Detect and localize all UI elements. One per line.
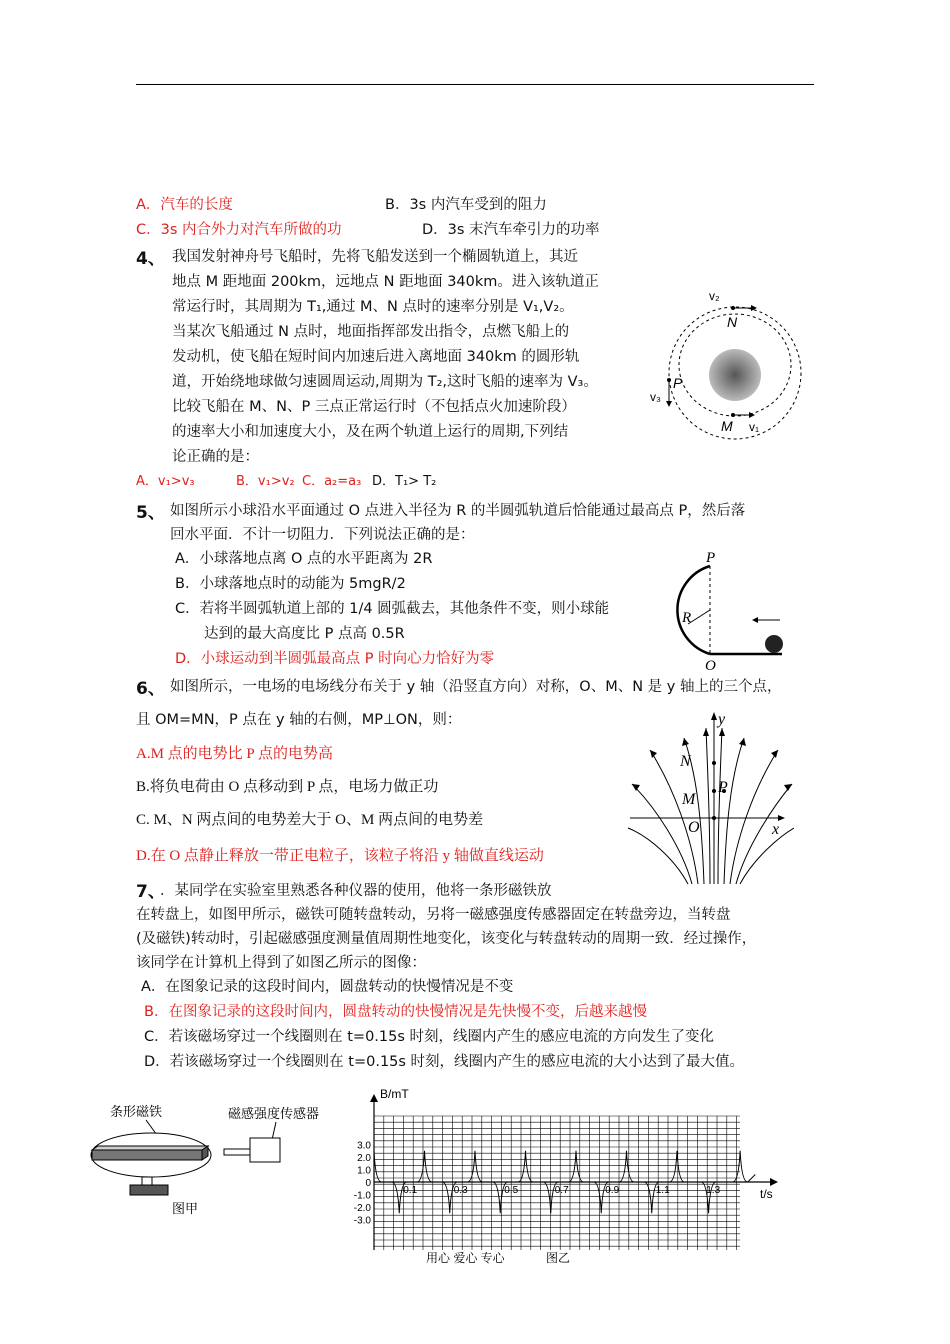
q7-line4: 该同学在计算机上得到了如图乙所示的图像： bbox=[136, 955, 426, 971]
q4-option-c: C．a₂=a₃ bbox=[302, 474, 362, 489]
q5-line1: 如图所示小球沿水平面通过 O 点进入半径为 R 的半圆弧轨道后恰能通过最高点 P，然后落 bbox=[170, 503, 746, 519]
q6-number: 6、 bbox=[136, 679, 165, 699]
y-tick-label: 1.0 bbox=[357, 1165, 371, 1177]
y-axis-label: B/mT bbox=[380, 1087, 409, 1101]
q7-option-c: C．若该磁场穿过一个线圈则在 t=0.15s 时刻，线圈内产生的感应电流的方向发生了变化 bbox=[144, 1029, 715, 1045]
q5-number: 5、 bbox=[136, 503, 165, 523]
label-y: y bbox=[718, 711, 726, 728]
orbit-diagram bbox=[645, 285, 805, 450]
q4-line: 道，开始绕地球做匀速圆周运动,周期为 T₂,这时飞船的速率为 V₃。 bbox=[172, 374, 598, 390]
label-m: M bbox=[721, 418, 733, 434]
q5-line2: 回水平面．不计一切阻力．下列说法正确的是： bbox=[170, 527, 475, 543]
q4-line: 当某次飞船通过 N 点时，地面指挥部发出指令，点燃飞船上的 bbox=[172, 324, 570, 340]
electric-field-diagram bbox=[622, 708, 794, 886]
q5-option-d: D．小球运动到半圆弧最高点 P 时向心力恰好为零 bbox=[175, 651, 495, 667]
y-tick-label: 0 bbox=[365, 1178, 371, 1189]
q5-option-c-cont: 达到的最大高度比 P 点高 0.5R bbox=[204, 626, 405, 642]
label-o: O bbox=[688, 819, 700, 836]
label-p: P bbox=[673, 375, 683, 391]
x-tick-label: 0.9 bbox=[605, 1185, 620, 1196]
label-r: R bbox=[682, 610, 692, 626]
b-field-series bbox=[374, 1151, 755, 1214]
x-tick-label: 1.3 bbox=[706, 1185, 721, 1196]
magnetic-field-chart bbox=[340, 1082, 800, 1272]
y-tick-label: 2.0 bbox=[357, 1153, 371, 1164]
label-v1: v₁ bbox=[749, 420, 760, 434]
x-tick-label: 0.5 bbox=[504, 1185, 519, 1196]
x-axis-label: t/s bbox=[760, 1187, 773, 1201]
q4-line: 发动机，使飞船在短时间内加速后进入离地面 340km 的圆形轨 bbox=[172, 349, 580, 365]
turntable-base bbox=[130, 1185, 168, 1195]
x-tick-label: 0.7 bbox=[554, 1185, 569, 1196]
turntable-diagram bbox=[86, 1100, 346, 1220]
q7-line3: (及磁铁)转动时，引起磁感强度测量值周期性地变化，该变化与转盘转动的周期一致．经过操作， bbox=[136, 931, 757, 947]
q3-option-d: D．3s 末汽车牵引力的功率 bbox=[422, 222, 600, 238]
label-o: O bbox=[705, 658, 716, 674]
q5-option-c: C．若将半圆弧轨道上部的 1/4 圆弧截去，其他条件不变，则小球能 bbox=[175, 601, 610, 617]
q4-option-a: A．v₁>v₃ bbox=[136, 474, 195, 489]
q6-option-b: B.将负电荷由 O 点移动到 P 点，电场力做正功 bbox=[136, 779, 439, 795]
q6-option-c: C. M、N 两点间的电势差大于 O、M 两点间的电势差 bbox=[136, 812, 484, 828]
y-tick-labels bbox=[354, 1141, 372, 1227]
x-tick-label: 0.1 bbox=[403, 1185, 418, 1196]
q4-option-b: B．v₁>v₂ bbox=[236, 474, 295, 489]
q4-option-d: D．T₁> T₂ bbox=[372, 474, 437, 489]
label-v2: v₂ bbox=[709, 289, 720, 303]
sensor bbox=[250, 1138, 280, 1162]
q4-line: 的速率大小和加速度大小，及在两个轨道上运行的周期,下列结 bbox=[172, 424, 569, 440]
y-tick-label: -3.0 bbox=[353, 1215, 371, 1227]
q7-line1: ．某同学在实验室里熟悉各种仪器的使用，他将一条形磁铁放 bbox=[160, 883, 552, 899]
q7-line2: 在转盘上，如图甲所示，磁铁可随转盘转动，另将一磁感强度传感器固定在转盘旁边，当转盘 bbox=[136, 907, 731, 923]
q6-option-d: D.在 O 点静止释放一带正电粒子，该粒子将沿 y 轴做直线运动 bbox=[136, 848, 544, 864]
q4-line: 论正确的是： bbox=[172, 449, 259, 465]
q3-option-a: A．汽车的长度 bbox=[136, 197, 233, 213]
chart-grid bbox=[374, 1116, 740, 1250]
earth bbox=[709, 349, 761, 401]
x-tick-label: 1.1 bbox=[655, 1185, 670, 1196]
figure-b-caption: 图乙 bbox=[546, 1251, 571, 1265]
label-m: M bbox=[682, 791, 696, 808]
q4-line: 我国发射神舟号飞船时，先将飞船发送到一个椭圆轨道上，其近 bbox=[172, 249, 578, 265]
q6-option-a: A.M 点的电势比 P 点的电势高 bbox=[136, 746, 333, 762]
magnet-label: 条形磁铁 bbox=[110, 1104, 163, 1119]
label-v3: v₃ bbox=[650, 390, 661, 404]
q6-line1: 如图所示，一电场的电场线分布关于 y 轴（沿竖直方向）对称，O、M、N 是 y 轴上的三个点， bbox=[170, 679, 782, 695]
q7-option-d: D．若该磁场穿过一个线圈则在 t=0.15s 时刻，线圈内产生的感应电流的大小达到了最大值。 bbox=[144, 1054, 745, 1070]
q7-number: 7、 bbox=[136, 882, 165, 902]
ball bbox=[765, 635, 783, 653]
q6-line2: 且 OM=MN，P 点在 y 轴的右侧，MP⊥ON，则： bbox=[136, 712, 462, 728]
q4-number: 4、 bbox=[136, 249, 165, 269]
figure-a-caption: 图甲 bbox=[172, 1201, 199, 1216]
header-rule bbox=[136, 84, 814, 85]
label-n: N bbox=[727, 314, 738, 330]
q4-line: 比较飞船在 M、N、P 三点正常运行时（不包括点火加速阶段） bbox=[172, 399, 576, 415]
footer-text: 用心 爱心 专心 bbox=[426, 1251, 505, 1265]
y-tick-label: 3.0 bbox=[357, 1140, 371, 1152]
label-x: x bbox=[772, 821, 780, 838]
q3-option-b: B．3s 内汽车受到的阻力 bbox=[385, 197, 547, 213]
label-p: P bbox=[718, 779, 728, 796]
q4-line: 地点 M 距地面 200km，远地点 N 距地面 340km。进入该轨道正 bbox=[172, 274, 599, 290]
x-tick-label: 0.3 bbox=[453, 1185, 468, 1196]
label-p: P bbox=[706, 550, 716, 566]
y-tick-label: -2.0 bbox=[353, 1203, 371, 1214]
bar-magnet bbox=[92, 1150, 202, 1160]
y-tick-label: -1.0 bbox=[353, 1190, 371, 1202]
semicircle-track-diagram bbox=[650, 548, 790, 680]
q7-option-a: A．在图象记录的这段时间内，圆盘转动的快慢情况是不变 bbox=[141, 979, 514, 995]
q7-option-b: B．在图象记录的这段时间内，圆盘转动的快慢情况是先快慢不变，后越来越慢 bbox=[144, 1004, 647, 1020]
q3-option-c: C．3s 内合外力对汽车所做的功 bbox=[136, 222, 342, 238]
q5-option-a: A．小球落地点离 O 点的水平距离为 2R bbox=[175, 551, 433, 567]
q5-option-b: B．小球落地点时的动能为 5mgR/2 bbox=[175, 576, 406, 592]
q4-line: 常运行时，其周期为 T₁,通过 M、N 点时的速率分别是 V₁,V₂。 bbox=[172, 299, 574, 315]
label-n: N bbox=[680, 753, 691, 770]
sensor-label: 磁感强度传感器 bbox=[228, 1106, 320, 1121]
